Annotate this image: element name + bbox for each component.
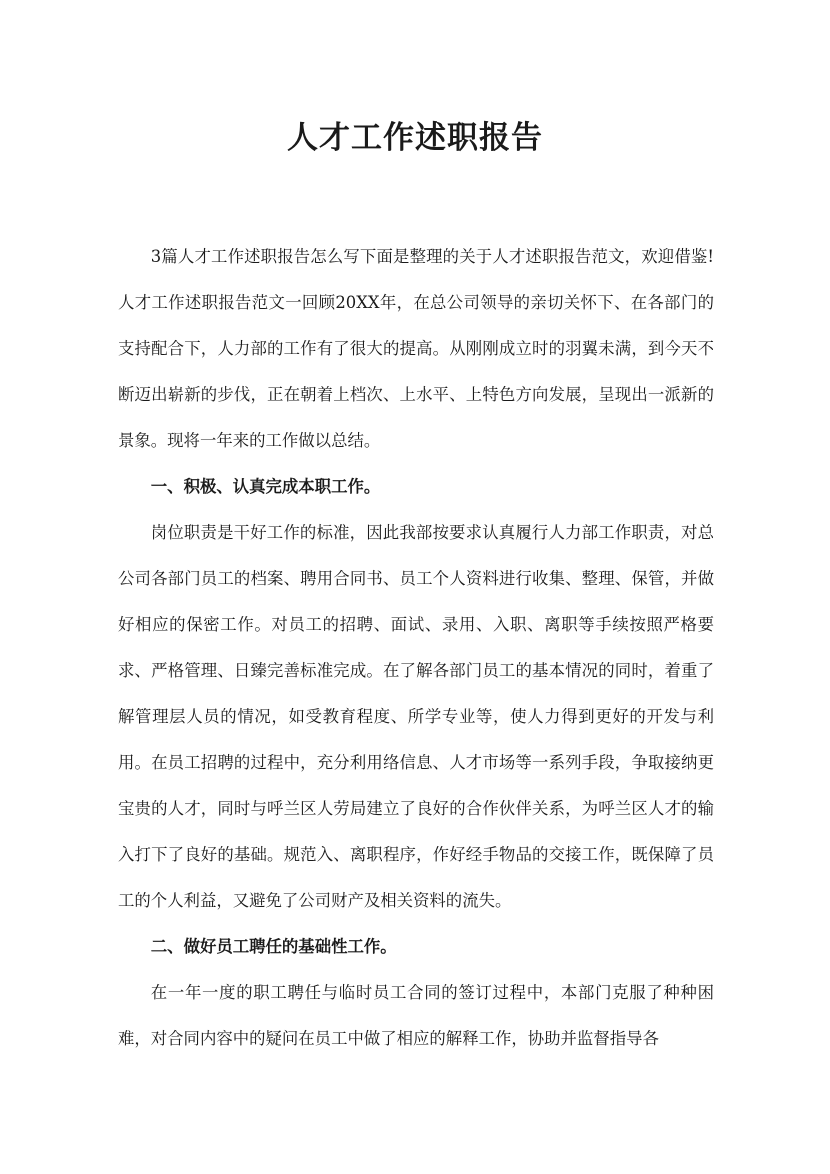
document-body [118, 234, 714, 1062]
section-1-paragraph: 岗位职责是干好工作的标准，因此我部按要求认真履行人力部工作职责，对总公司各部门员工的档案、聘用合同书、员工个人资料进行收集、整理、保管，并做好相应的保密工作。对员工的招聘、面试、录用、入职、离职等手续按照严格要求、严格管理、日臻完善标准完成。在了解各部门员工的基本情况的同时，着重了解管理层人员的情况，如受教育程度、所学专业等，使人力得到更好的开发与利用。在员工招聘的过程中，充分利用络信息、人才市场等一系列手段，争取接纳更宝贵的人才，同时与呼兰区人劳局建立了良好的合作伙伴关系，为呼兰区人才的输入打下了良好的基础。规范入、离职程序，作好经手物品的交接工作，既保障了员工的个人利益，又避免了公司财产及相关资料的流失。 [118, 523, 714, 910]
section-heading-1: 一、积极、认真完成本职工作。 [150, 477, 381, 496]
section-heading-2: 二、做好员工聘任的基础性工作。 [150, 937, 397, 956]
intro-paragraph: 3篇人才工作述职报告怎么写下面是整理的关于人才述职报告范文，欢迎借鉴!人才工作述职报告范文一回顾20XX年，在总公司领导的亲切关怀下、在各部门的支持配合下，人力部的工作有了很大的提高。从刚刚成立时的羽翼未满，到今天不断迈出崭新的步伐，正在朝着上档次、上水平、上特色方向发展，呈现出一派新的景象。现将一年来的工作做以总结。 [118, 247, 714, 450]
document-title: 人才工作述职报告 [287, 120, 543, 156]
section-2-paragraph: 在一年一度的职工聘任与临时员工合同的签订过程中，本部门克服了种种困难，对合同内容中的疑问在员工中做了相应的解释工作，协助并监督指导各 [118, 983, 714, 1048]
